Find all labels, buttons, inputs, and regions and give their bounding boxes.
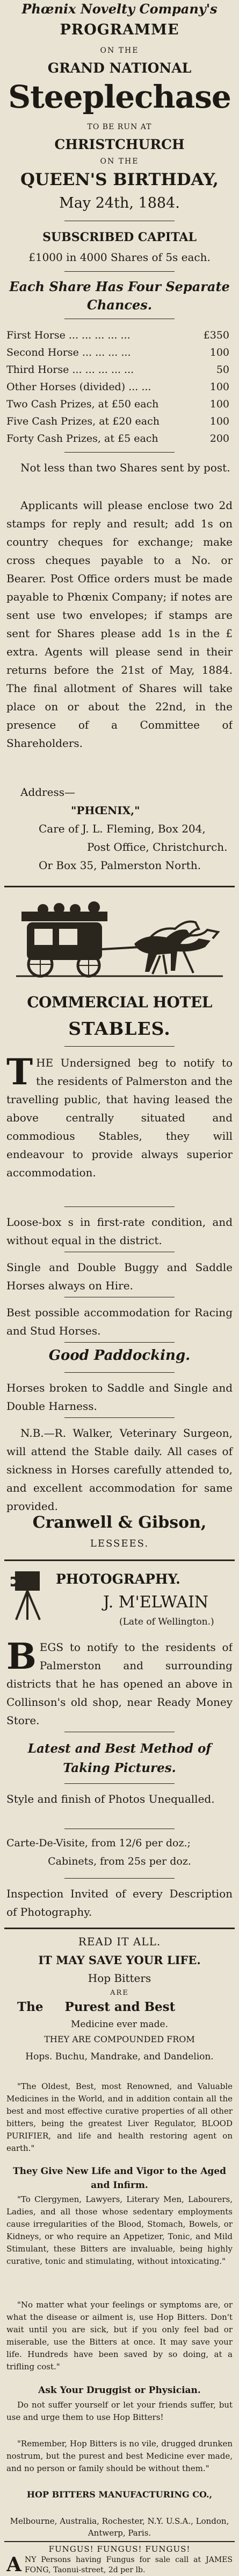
stagecoach-illustration: [16, 895, 223, 982]
prize-row: [6, 398, 233, 410]
prize-value: 50: [216, 364, 229, 376]
purest-and-best: [6, 2000, 239, 2014]
prize-label: Second Horse ... ... ... ...: [6, 347, 131, 358]
race-date: May 24th, 1884.: [59, 195, 180, 211]
chances-line-1: Each Share Has Four Separate: [9, 279, 230, 294]
carte-price: Carte-De-Visite, from 12/6 per doz.;: [6, 1837, 191, 1849]
address-label: Address—: [20, 786, 75, 799]
ad-separator: [4, 1928, 235, 1929]
veterinary-note: N.B.—R. Walker, Veterinary Surgeon, will attend the Stable daily. All cases of sickness in Horses carefully attended to, and excellent accommodation for same provided.: [6, 1427, 233, 1513]
purest-prefix: The: [17, 2000, 44, 2014]
prize-row: [6, 381, 233, 393]
compounded-line: THEY ARE COMPOUNDED FROM: [44, 2034, 195, 2044]
prize-value: 200: [209, 433, 229, 444]
on-the-label: ON THE: [100, 46, 139, 55]
prize-label: Third Horse ... ... ... ... ...: [6, 364, 134, 376]
prize-value: 100: [209, 398, 229, 410]
photographer-name: J. M'ELWAIN: [103, 1593, 209, 1612]
post-office-line: Post Office, Christchurch.: [87, 841, 228, 853]
grand-national-heading: GRAND NATIONAL: [47, 60, 192, 76]
not-less-text: Not less than two Shares sent by post.: [20, 461, 230, 474]
prize-row: [6, 433, 233, 444]
fungus-body: NY Persons having Fungus for sale call at JAMES FONG, Taonui-street, 2d per lb.: [24, 2556, 233, 2574]
capital-text: £1000 in 4000 Shares of 5s each.: [28, 251, 211, 264]
photo-intro: [6, 1638, 233, 1731]
chances-line-2: Chances.: [86, 297, 153, 313]
prize-label: First Horse ... ... ... ... ...: [6, 329, 131, 341]
prize-row: [6, 347, 233, 358]
clergymen-paragraph: "To Clergymen, Lawyers, Literary Men, Labourers, Ladies, and all those whose sedentary employments cause irregularities of the Blood, Stomach, Bowels, or Kidneys, or who require an Appetizer, Tonic, and Mild Stimulant, these Bitters are invaluable, being highly curative, tonic and stimulating, without intoxicating.": [6, 2194, 233, 2266]
divider: [64, 1046, 175, 1047]
best-accommodation-text: Best possible accommodation for Racing and Stud Horses.: [6, 1306, 233, 1337]
or-box-line: Or Box 35, Palmerston North.: [39, 859, 201, 872]
stables-heading: STABLES.: [68, 1018, 171, 1039]
medicine-line: Medicine ever made.: [70, 2019, 168, 2030]
manufacturer-name: HOP BITTERS MANUFACTURING CO.,: [26, 2489, 213, 2500]
broken-horses-text: Horses broken to Saddle and Single and Double Harness.: [6, 1381, 233, 1413]
fungus-text: [6, 2555, 233, 2575]
hotel-title: COMMERCIAL HOTEL: [27, 993, 212, 1011]
photography-title: PHOTOGRAPHY.: [56, 1571, 180, 1587]
hotel-intro-text: HE Undersigned beg to notify to the residents of Palmerston and the travelling public, that having leased the above centrally situated and commodious Stables, they will endeavour to provide always superior accommodation.: [6, 1056, 233, 1179]
paddocking-text: Good Paddocking.: [48, 1347, 191, 1364]
ad-separator: [4, 886, 235, 887]
ingredients-line: Hops. Buchu, Mandrake, and Dandelion.: [25, 2051, 214, 2062]
divider: [64, 1206, 175, 1207]
drop-cap: A: [6, 2555, 21, 2575]
loose-boxes-text: Loose-box s in first-rate condition, and without equal in the district.: [6, 1216, 233, 1247]
prize-value: 100: [209, 381, 229, 393]
prize-label: Other Horses (divided) ... ...: [6, 381, 151, 393]
care-of-line: Care of J. L. Fleming, Box 204,: [39, 822, 206, 835]
on-the-label-2: ON THE: [100, 157, 139, 166]
lessees-label: LESSEES.: [90, 1538, 149, 1549]
divider: [64, 452, 175, 453]
subscribed-capital-heading: SUBSCRIBED CAPITAL: [42, 230, 197, 244]
phoenix-address-name: "PHŒNIX,": [71, 804, 140, 817]
steeplechase-heading: Steeplechase: [8, 79, 231, 115]
latest-method-text: Latest and Best Method of Taking Pictures.: [27, 1741, 212, 1775]
cabinet-price: Cabinets, from 25s per doz.: [48, 1855, 191, 1867]
save-your-life: IT MAY SAVE YOUR LIFE.: [38, 1953, 201, 1967]
photo-intro-text: EGS to notify to the residents of Palmerston and surrounding districts that he has opened an above in Collinson's old shop, near Ready Money Store.: [6, 1641, 233, 1727]
divider: [64, 1342, 175, 1343]
ad-separator: [4, 1559, 235, 1561]
remember-paragraph: "Remember, Hop Bitters is no vile, drugged drunken nostrum, but the purest and best Medicine ever made, and no person or family should be without them.": [6, 2439, 233, 2473]
new-life-heading: They Give New Life and Vigor to the Aged and Infirm.: [12, 2166, 227, 2191]
prize-label: Forty Cash Prizes, at £5 each: [6, 433, 158, 444]
queens-birthday-heading: QUEEN'S BIRTHDAY,: [20, 170, 219, 189]
divider: [64, 1372, 175, 1373]
ad-separator: [4, 2541, 235, 2542]
drop-cap: T: [6, 1054, 33, 1093]
drop-cap: B: [6, 1638, 37, 1677]
buggy-text: Single and Double Buggy and Saddle Horses always on Hire.: [6, 1261, 233, 1292]
divider: [64, 1783, 175, 1784]
divider: [64, 271, 175, 272]
photographer-former-location: (Late of Wellington.): [119, 1617, 214, 1627]
manufacturer-cities: Melbourne, Australia, Rochester, N.Y. U.S.A., London, Antwerp, Paris.: [10, 2516, 229, 2538]
applicants-text: Applicants will please enclose two 2d stamps for reply and result; add 1s on country cheques for exchange; make cross cheques payable to a No. or Bearer. Post Office orders must be made payable to Phœnix Company; if notes are sent use two envelopes; if stamps are sent for Shares please add 1s in the £ extra. Agents will please send in their returns before the 21st of May, 1884. The final allotment of Shares will take place on or about the 22nd, in the presence of a Committee of Shareholders.: [6, 499, 233, 750]
prize-value: 100: [209, 347, 229, 358]
prize-row: [6, 329, 233, 341]
christchurch-heading: CHRISTCHURCH: [54, 137, 185, 152]
company-name: Phœnix Novelty Company's: [21, 1, 218, 17]
divider: [64, 1878, 175, 1879]
are-label: ARE: [110, 1989, 129, 1997]
prize-value: 100: [209, 415, 229, 427]
inspection-text: Inspection Invited of every Description of Photography.: [6, 1887, 233, 1918]
style-text: Style and finish of Photos Unequalled.: [6, 1792, 215, 1805]
no-matter-paragraph: "No matter what your feelings or symptoms are, or what the disease or ailment is, use Hop Bitters. Don't wait until you are sick, but if you only feel bad or miserable, use the Bitters at once. It may save your life. Hundreds have been saved by so doing, at a trifling cost.": [6, 2300, 233, 2372]
lessees-names: Cranwell & Gibson,: [32, 1513, 207, 1532]
prize-label: Two Cash Prizes, at £50 each: [6, 398, 159, 410]
prize-row: [6, 415, 233, 427]
fungus-heading: FUNGUS! FUNGUS! FUNGUS!: [48, 2544, 191, 2554]
purest-heading: Purest and Best: [64, 2000, 176, 2014]
ask-druggist: Ask Your Druggist or Physician.: [38, 2385, 201, 2396]
do-not-suffer: Do not suffer yourself or let your friends suffer, but use and urge them to use Hop Bitters!: [6, 2400, 233, 2422]
hop-bitters-name: Hop Bitters: [88, 1972, 151, 1985]
to-be-run-label: TO BE RUN AT: [87, 123, 152, 131]
hotel-intro: [6, 1054, 233, 1202]
prize-label: Five Cash Prizes, at £20 each: [6, 415, 160, 427]
prize-row: [6, 364, 233, 376]
prize-value: £350: [203, 329, 229, 341]
programme-heading: PROGRAMME: [60, 22, 179, 38]
read-it-all: READ IT ALL.: [78, 1935, 161, 1948]
oldest-paragraph: "The Oldest, Best, most Renowned, and Valuable Medicines in the World, and in addition contain all the best and most effective curative properties of all other bitters, being the greatest Liver Regulator, BLOOD PURIFIER, and life and health restoring agent on earth.": [6, 2081, 233, 2153]
divider: [64, 1417, 175, 1418]
